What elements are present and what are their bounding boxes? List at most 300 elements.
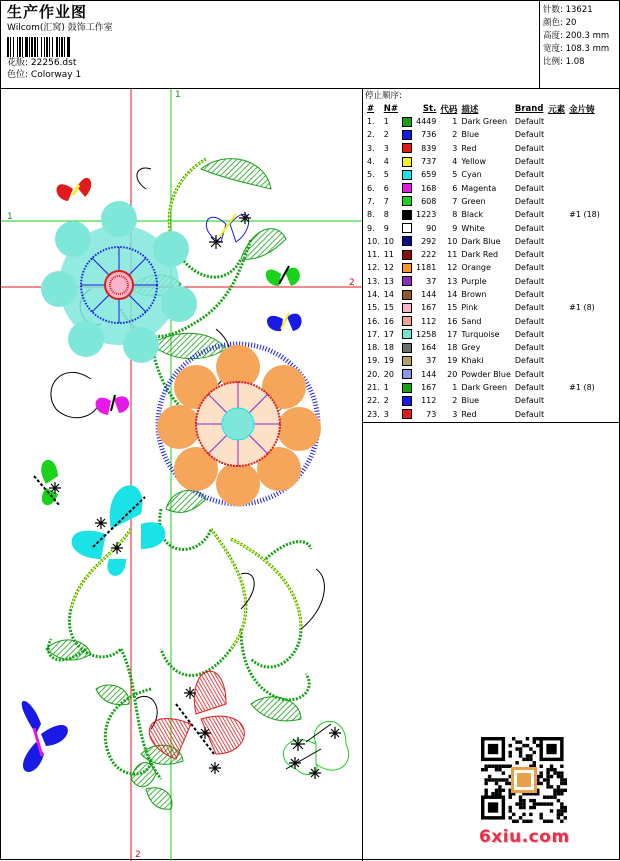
color-swatch [402, 356, 412, 366]
qr-module [505, 765, 508, 768]
row-brand: Default [514, 409, 545, 419]
row-element [546, 275, 567, 288]
stop-sequence-panel [363, 89, 620, 423]
color-swatch [402, 250, 412, 260]
row-code: 2 [452, 396, 458, 406]
qr-module [522, 806, 525, 809]
qr-module [529, 758, 532, 761]
guide-label-v1: 1 [175, 90, 181, 100]
color-swatch [402, 236, 412, 246]
colorway-line [7, 69, 537, 81]
qr-module [509, 751, 512, 754]
color-swatch [402, 396, 412, 406]
qr-module [560, 775, 563, 778]
row-description: Blue [461, 130, 480, 140]
row-code: 3 [452, 143, 458, 153]
table-row [365, 381, 602, 394]
qr-module [515, 761, 518, 764]
color-swatch [402, 263, 412, 273]
row-swatch [400, 341, 414, 354]
design-stats [539, 1, 620, 89]
qr-module [502, 778, 505, 781]
qr-module [560, 778, 563, 781]
color-swatch [402, 196, 412, 206]
qr-module [550, 820, 553, 823]
row-element [546, 314, 567, 327]
qr-module [557, 799, 560, 802]
qr-module [550, 768, 553, 771]
qr-module [560, 765, 563, 768]
color-swatch [402, 316, 412, 326]
guide-label-v2: 2 [135, 850, 141, 860]
col-header-element: 元素 [548, 105, 566, 115]
row-sequin [567, 275, 602, 288]
row-index: 17. [367, 329, 380, 339]
stop-sequence-rows [365, 115, 602, 421]
qr-module [498, 778, 501, 781]
table-row [365, 181, 602, 194]
qr-module [484, 778, 487, 781]
row-description: Khaki [461, 356, 484, 366]
row-stitches: 4449 [415, 117, 437, 127]
col-header-sequin: 金片铸 [569, 105, 595, 115]
color-swatch [402, 170, 412, 180]
stat-label: 针数: [543, 5, 563, 15]
row-sequin [567, 408, 602, 421]
qr-module [495, 768, 498, 771]
row-element [546, 301, 567, 314]
qr-module [539, 771, 542, 774]
row-brand: Default [514, 250, 545, 260]
table-row [365, 301, 602, 314]
row-stitches: 222 [421, 250, 437, 260]
row-swatch [400, 115, 414, 128]
qr-module [484, 789, 487, 792]
row-description: Purple [461, 276, 487, 286]
stat-scale [543, 56, 620, 69]
row-swatch [400, 221, 414, 234]
qr-module [536, 744, 539, 747]
row-sequin: #1 (8) [569, 303, 595, 313]
watermark-logo: 6xiu.com [479, 827, 570, 847]
table-row [365, 221, 602, 234]
row-element [546, 328, 567, 341]
row-stitches: 1223 [415, 210, 437, 220]
table-row [365, 408, 602, 421]
row-swatch [400, 128, 414, 141]
row-stitches: 37 [426, 356, 437, 366]
row-sequin [567, 394, 602, 407]
row-index: 2. [367, 130, 375, 140]
row-needle: 10 [383, 236, 394, 246]
row-brand: Default [514, 383, 545, 393]
row-code: 20 [447, 369, 458, 379]
row-needle: 5 [383, 170, 389, 180]
row-description: Powder Blue [461, 369, 511, 379]
row-description: Grey [461, 343, 481, 353]
qr-module [505, 778, 508, 781]
qr-module [539, 765, 542, 768]
qr-module [491, 765, 494, 768]
col-header-code: 代码 [440, 105, 458, 115]
qr-module [560, 809, 563, 812]
row-stitches: 736 [421, 130, 437, 140]
stat-width [543, 43, 620, 56]
row-code: 14 [447, 290, 458, 299]
table-row [365, 115, 602, 128]
row-brand: Default [514, 210, 545, 220]
qr-module [484, 768, 487, 771]
row-description: Cyan [461, 170, 482, 180]
qr-module [522, 820, 525, 823]
col-header-stitches: St. [422, 104, 437, 114]
guide-label-h1: 1 [7, 212, 13, 222]
design-file-line [7, 57, 537, 69]
row-element [546, 341, 567, 354]
row-stitches: 1181 [415, 263, 437, 273]
qr-module [533, 799, 536, 802]
table-row [365, 248, 602, 261]
row-code: 13 [447, 276, 458, 286]
qr-module [526, 737, 529, 740]
row-swatch [400, 168, 414, 181]
butterfly-green-top [266, 266, 300, 286]
row-code: 3 [452, 409, 458, 419]
embroidery-artwork [1, 89, 363, 861]
table-row [365, 261, 602, 274]
row-description: Dark Green [461, 117, 508, 127]
qr-module [519, 806, 522, 809]
row-needle: 12 [383, 263, 394, 273]
qr-module [539, 802, 542, 805]
row-element [546, 221, 567, 234]
qr-module [509, 795, 512, 798]
row-sequin [567, 128, 602, 141]
row-stitches: 144 [421, 369, 437, 379]
qr-module [529, 747, 532, 750]
row-index: 1. [367, 117, 375, 127]
qr-module [546, 802, 549, 805]
qr-module [509, 754, 512, 757]
stat-colors [543, 17, 620, 30]
row-needle: 15 [383, 303, 394, 313]
qr-module [498, 765, 501, 768]
qr-module [502, 789, 505, 792]
qr-module [495, 782, 498, 785]
qr-module [495, 778, 498, 781]
qr-code [481, 737, 567, 823]
row-sequin [567, 221, 602, 234]
qr-module [539, 782, 542, 785]
qr-module [526, 754, 529, 757]
stat-height [543, 30, 620, 43]
qr-module [522, 813, 525, 816]
qr-module [533, 751, 536, 754]
design-file-value: 22256.dst [30, 58, 77, 68]
qr-module [502, 765, 505, 768]
qr-module [519, 816, 522, 819]
row-stitches: 167 [421, 383, 437, 393]
color-swatch [402, 183, 412, 193]
qr-module [539, 813, 542, 816]
color-swatch [402, 303, 412, 313]
qr-module [553, 771, 556, 774]
row-stitches: 292 [421, 236, 437, 246]
row-needle: 2 [383, 130, 389, 140]
qr-module [546, 768, 549, 771]
qr-module [495, 792, 498, 795]
row-code: 7 [452, 196, 458, 206]
row-element [546, 248, 567, 261]
row-index: 11. [367, 250, 380, 260]
qr-module [564, 789, 567, 792]
qr-module [484, 765, 487, 768]
row-stitches: 73 [426, 409, 437, 419]
row-element [546, 394, 567, 407]
row-index: 9. [367, 223, 375, 233]
qr-module [546, 795, 549, 798]
color-swatch [402, 383, 412, 393]
qr-module [512, 820, 515, 823]
row-sequin [567, 314, 602, 327]
qr-module [519, 802, 522, 805]
col-header-description: 描述 [461, 105, 479, 115]
qr-module [533, 802, 536, 805]
qr-module [546, 778, 549, 781]
row-swatch [400, 301, 414, 314]
qr-module [522, 802, 525, 805]
row-index: 16. [367, 316, 380, 326]
butterfly-blue-bottom [22, 701, 68, 772]
qr-module [519, 754, 522, 757]
row-brand: Default [514, 290, 545, 299]
qr-module [484, 782, 487, 785]
row-index: 15. [367, 303, 380, 313]
row-description: Red [461, 143, 477, 153]
barcode-bar [70, 37, 71, 57]
qr-module [498, 792, 501, 795]
row-needle: 1 [383, 383, 389, 393]
row-code: 17 [447, 329, 458, 339]
qr-module [495, 765, 498, 768]
qr-module [536, 802, 539, 805]
row-stitches: 167 [421, 303, 437, 313]
qr-module [536, 737, 539, 740]
qr-module [546, 820, 549, 823]
row-element [546, 368, 567, 381]
row-brand: Default [514, 196, 545, 206]
row-brand: Default [514, 170, 545, 180]
color-swatch [402, 210, 412, 220]
row-description: Dark Blue [461, 236, 501, 246]
row-element [546, 381, 567, 394]
qr-module [529, 754, 532, 757]
butterfly-blue-top [267, 313, 302, 331]
qr-module [564, 778, 567, 781]
stat-value: 20 [565, 18, 577, 28]
row-element [546, 354, 567, 367]
row-sequin [567, 155, 602, 168]
stat-label: 宽度: [543, 44, 563, 54]
qr-module [560, 820, 563, 823]
qr-module [560, 806, 563, 809]
row-brand: Default [514, 369, 545, 379]
stat-label: 比例: [543, 57, 563, 67]
stat-value: 200.3 mm [565, 31, 610, 41]
color-swatch [402, 369, 412, 379]
row-needle: 7 [383, 196, 389, 206]
qr-module [553, 789, 556, 792]
qr-module [546, 771, 549, 774]
color-swatch [402, 143, 412, 153]
row-code: 1 [452, 383, 458, 393]
qr-module [546, 782, 549, 785]
qr-module [509, 816, 512, 819]
qr-finder [488, 802, 498, 812]
stat-value: 1.08 [565, 57, 585, 67]
color-swatch [402, 343, 412, 353]
row-index: 3. [367, 143, 375, 153]
qr-module [526, 744, 529, 747]
table-row [365, 168, 602, 181]
row-index: 23. [367, 409, 380, 419]
row-element [546, 142, 567, 155]
qr-module [522, 744, 525, 747]
row-description: Orange [461, 263, 491, 273]
row-sequin [567, 328, 602, 341]
qr-module [533, 737, 536, 740]
row-brand: Default [514, 236, 545, 246]
color-swatch [402, 290, 412, 300]
qr-module [543, 820, 546, 823]
table-row [365, 314, 602, 327]
row-needle: 16 [383, 316, 394, 326]
row-element [546, 408, 567, 421]
row-swatch [400, 354, 414, 367]
row-description: Black [461, 210, 484, 220]
row-swatch [400, 328, 414, 341]
row-code: 5 [452, 170, 458, 180]
table-row [365, 288, 602, 301]
row-brand: Default [514, 316, 545, 326]
qr-module [481, 768, 484, 771]
row-swatch [400, 408, 414, 421]
qr-module [546, 785, 549, 788]
qr-module [539, 775, 542, 778]
qr-module [522, 758, 525, 761]
table-row [365, 328, 602, 341]
row-sequin [567, 195, 602, 208]
qr-module [529, 799, 532, 802]
row-swatch [400, 142, 414, 155]
table-row [365, 394, 602, 407]
row-index: 22. [367, 396, 380, 406]
qr-module [498, 768, 501, 771]
row-sequin [567, 288, 602, 301]
row-description: Green [461, 196, 486, 206]
table-row [365, 275, 602, 288]
qr-module [515, 820, 518, 823]
qr-module [509, 806, 512, 809]
qr-module [491, 792, 494, 795]
table-row [365, 142, 602, 155]
guide-label-h2: 2 [349, 278, 355, 288]
row-swatch [400, 368, 414, 381]
design-preview [1, 89, 363, 861]
qr-module [515, 747, 518, 750]
qr-module [550, 785, 553, 788]
qr-module [564, 809, 567, 812]
row-brand: Default [514, 263, 545, 273]
row-stitches: 164 [421, 343, 437, 353]
qr-module [498, 785, 501, 788]
qr-module [495, 789, 498, 792]
row-index: 12. [367, 263, 380, 273]
qr-module [543, 802, 546, 805]
stat-label: 颜色: [543, 18, 563, 28]
qr-module [557, 775, 560, 778]
row-brand: Default [514, 329, 545, 339]
table-row [365, 368, 602, 381]
row-code: 2 [452, 130, 458, 140]
qr-finder [488, 744, 498, 754]
qr-module [526, 820, 529, 823]
qr-module [533, 806, 536, 809]
row-needle: 1 [383, 117, 389, 127]
qr-module [512, 737, 515, 740]
row-element [546, 115, 567, 128]
qr-module [509, 744, 512, 747]
qr-module [533, 740, 536, 743]
qr-module [488, 778, 491, 781]
row-swatch [400, 155, 414, 168]
table-row [365, 354, 602, 367]
stat-stitches [543, 4, 620, 17]
color-swatch [402, 130, 412, 140]
color-swatch [402, 329, 412, 339]
qr-module [557, 789, 560, 792]
qr-module [519, 751, 522, 754]
row-code: 8 [452, 210, 458, 220]
row-code: 16 [447, 316, 458, 326]
row-brand: Default [514, 356, 545, 366]
stop-sequence-title: 停止顺序: [365, 91, 402, 101]
butterfly-red-large [149, 671, 244, 759]
row-description: Pink [461, 303, 478, 313]
row-stitches: 112 [421, 396, 437, 406]
orange-flower [157, 344, 321, 506]
row-code: 11 [447, 250, 458, 260]
row-needle: 2 [383, 396, 389, 406]
table-header-row [365, 103, 602, 115]
row-needle: 13 [383, 276, 394, 286]
row-index: 8. [367, 210, 375, 220]
colorway-label: 色位: [7, 70, 29, 80]
row-brand: Default [514, 117, 545, 127]
row-sequin [567, 248, 602, 261]
row-description: Yellow [461, 157, 486, 167]
stat-value: 108.3 mm [565, 44, 610, 54]
stat-label: 高度: [543, 31, 563, 41]
row-element [546, 208, 567, 221]
row-brand: Default [514, 157, 545, 167]
row-brand: Default [514, 396, 545, 406]
row-swatch [400, 314, 414, 327]
qr-module [564, 782, 567, 785]
qr-module [505, 782, 508, 785]
qr-module [522, 799, 525, 802]
qr-finder [546, 744, 556, 754]
